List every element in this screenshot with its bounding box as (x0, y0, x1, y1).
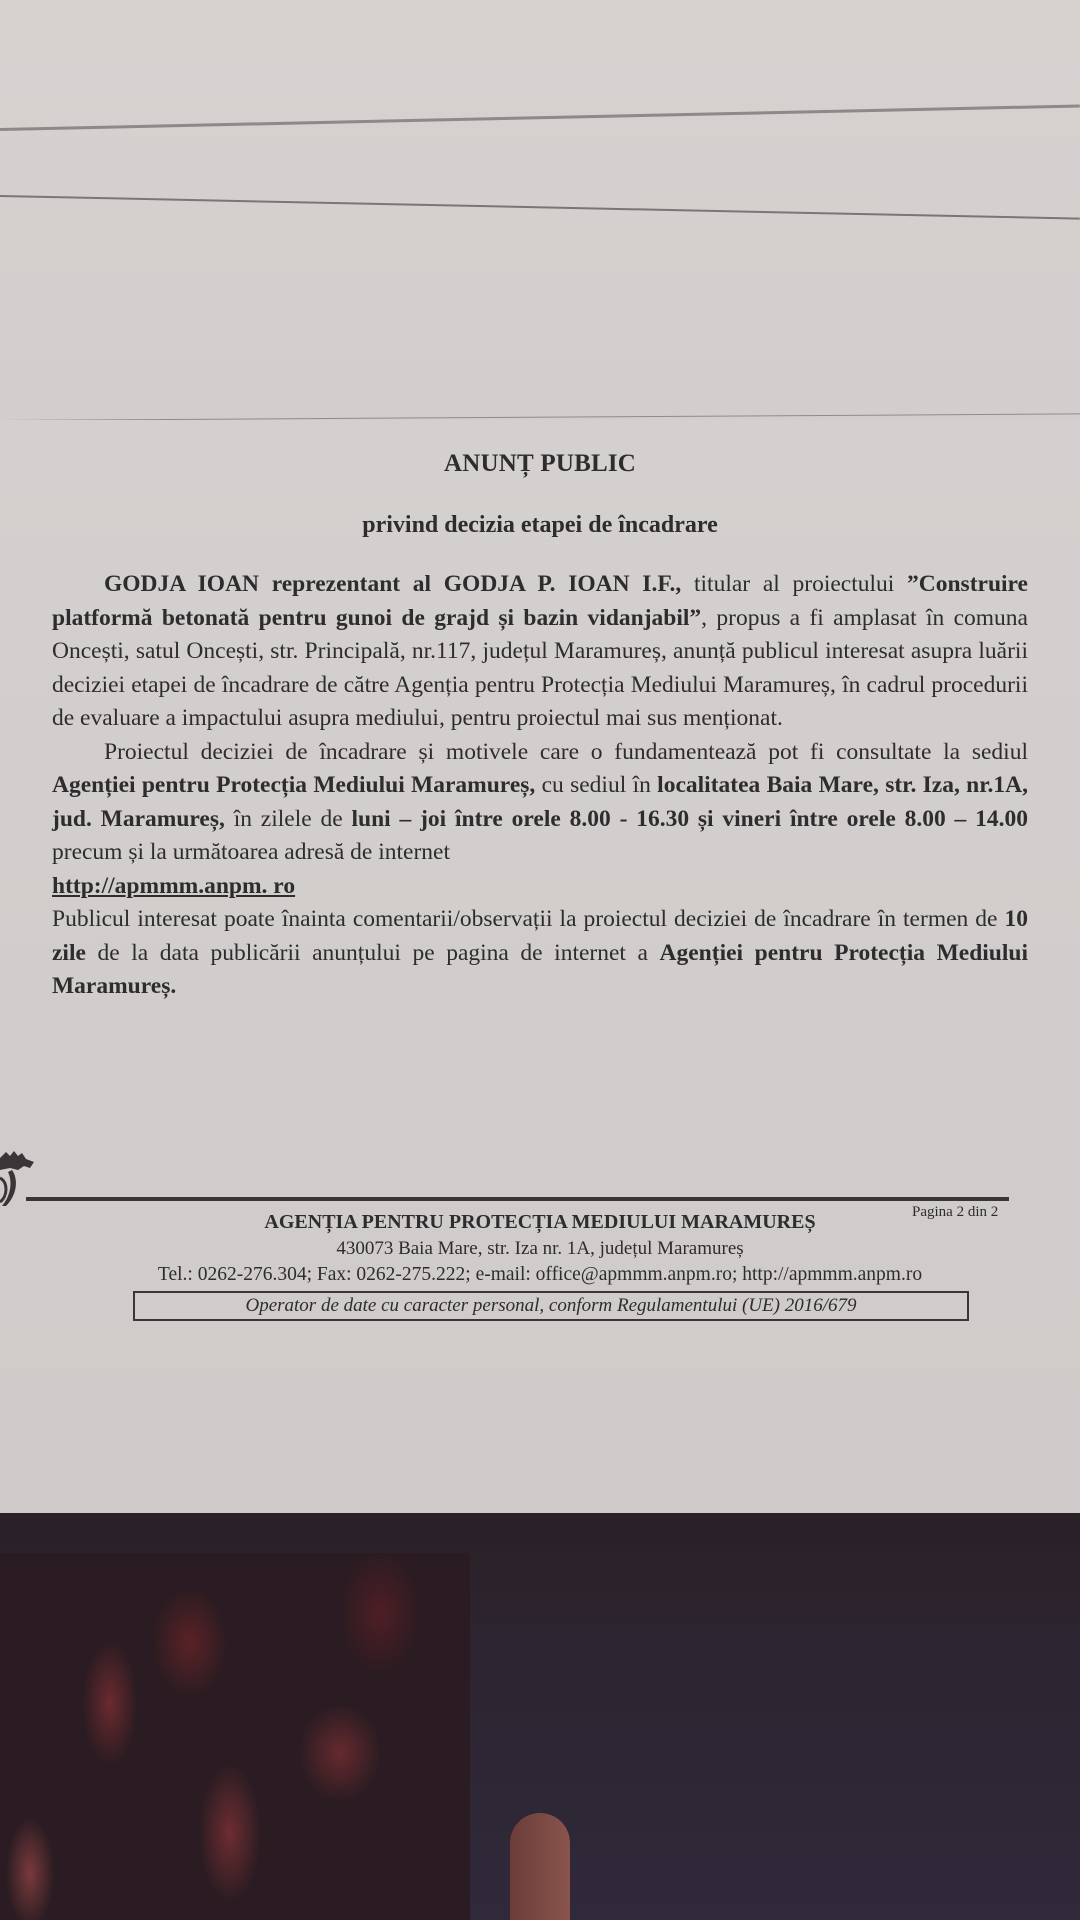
paragraph-consultation (52, 736, 1028, 904)
page-number: Pagina 2 din 2 (912, 1204, 999, 1220)
notice-subtitle: privind decizia etapei de încadrare (362, 512, 718, 538)
public-notice-page (0, 420, 1080, 1513)
paragraph-text: cu sediul în (535, 772, 658, 798)
footer-contact: Tel.: 0262-276.304; Fax: 0262-275.222; e-mail: office@apmmm.anpm.ro; http://apmmm.anpm.ro (157, 1264, 923, 1285)
finger (510, 1813, 570, 1920)
paragraph-text: , propus a fi amplasat în comuna Oncești, satul Oncești, str. Principală, nr.117, județul Maramureș, anunță publicul interesat asupra luării deciziei etapei de încadrare de către Agenția pentru Protecția Mediului Maramureș, în cadrul procedurii de evaluare a impactului asupra mediului, pentru proiectul mai sus menționat. (52, 604, 1028, 731)
paragraph-text: în zilele de (224, 805, 352, 832)
agency-reference: Agenției pentru Protecția Mediului Maramureș, (52, 772, 536, 798)
office-schedule: luni – joi între orele 8.00 - 16.30 și vineri între orele 8.00 – 14.00 (351, 805, 1028, 832)
applicant-name: GODJA IOAN reprezentant al GODJA P. IOAN I.F., (104, 571, 682, 597)
footer-agency-name: AGENȚIA PENTRU PROTECȚIA MEDIULUI MARAMUREȘ (264, 1211, 816, 1233)
paragraph-text: Publicul interesat poate înainta comentarii/observații la proiectul deciziei de încadrare în termen de (52, 906, 1005, 932)
footer-divider (26, 1197, 1009, 1201)
paragraph-text: de la data publicării anunțului pe pagina de internet a (85, 939, 660, 966)
notice-body (52, 568, 1028, 1004)
fabric-background (0, 1513, 1080, 1920)
tree-logo-icon (0, 1150, 40, 1210)
project-name: ”Construire platformă betonată pentru gunoi de grajd și bazin vidanjabil” (52, 571, 1028, 631)
notice-title: ANUNȚ PUBLIC (444, 450, 636, 477)
agency-location: localitatea Baia Mare, str. Iza, nr.1A, jud. Maramureș, (52, 772, 1028, 832)
paragraph-text: titular al proiectului (681, 571, 908, 597)
agency-reference: Agenției pentru Protecția Mediului Maramureș. (52, 939, 1028, 999)
floral-pattern (0, 1553, 470, 1920)
paper-edge (0, 104, 1080, 131)
gdpr-notice: Operator de date cu caracter personal, conform Regulamentului (UE) 2016/679 (133, 1291, 969, 1321)
footer-address: 430073 Baia Mare, str. Iza nr. 1A, județul Maramureș (336, 1238, 744, 1259)
paragraph-text: Proiectul deciziei de încadrare și motivele care o fundamentează pot fi consultate la sediul (104, 738, 1028, 765)
paper-edge (0, 195, 1080, 220)
agency-website-link[interactable]: http://apmmm.anpm. ro (52, 872, 296, 899)
paragraph-comments (52, 903, 1028, 1004)
paragraph-text: precum și la următoarea adresă de internet (52, 839, 450, 865)
paragraph-project-announcement (52, 568, 1028, 736)
comment-deadline: 10 zile (52, 906, 1028, 966)
stacked-papers-background (0, 0, 1080, 420)
